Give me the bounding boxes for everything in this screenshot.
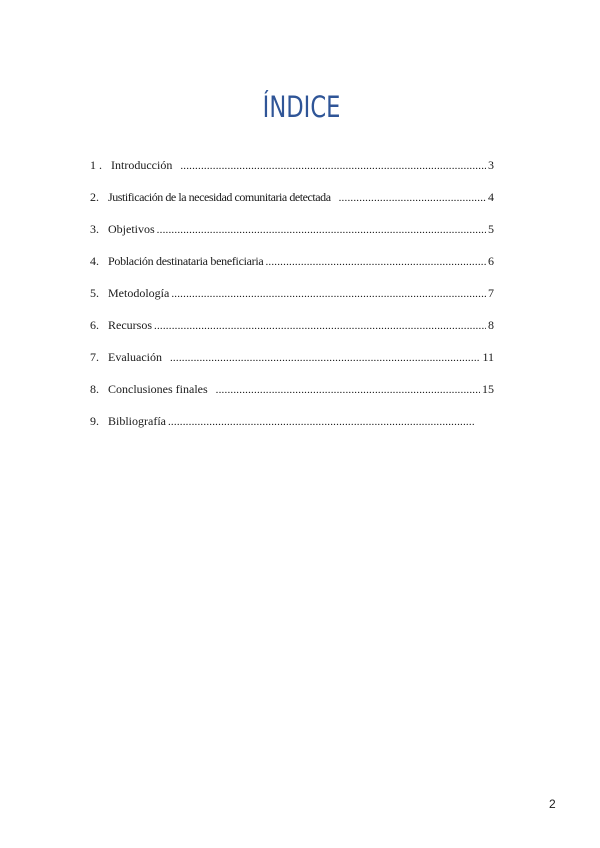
toc-entry-number: 7. [90, 350, 99, 364]
toc-entry-label: Introducción [111, 158, 173, 172]
toc-entry-page: 3 [488, 158, 494, 172]
toc-leader-dots [339, 192, 486, 204]
toc-entry-number: 4. [90, 254, 99, 268]
toc-entry-page: 7 [488, 286, 494, 300]
toc-entry-number: 8. [90, 382, 99, 396]
toc-entry-number: 1 . [90, 158, 102, 172]
toc-entry-justificacion[interactable] [90, 190, 494, 208]
toc-entry-recursos[interactable] [90, 318, 494, 336]
toc-leader-dots [157, 224, 486, 236]
toc-leader-dots [216, 384, 480, 396]
toc-entry-label: Población destinataria beneficiaria [108, 254, 264, 268]
toc-entry-metodologia[interactable] [90, 286, 494, 304]
toc-entry-label: Metodología [108, 286, 170, 300]
toc-entry-label: Justificación de la necesidad comunitaria detectada [108, 190, 331, 204]
toc-entry-number: 6. [90, 318, 99, 332]
toc-entry-label: Recursos [108, 318, 152, 332]
toc-entry-number: 2. [90, 190, 99, 204]
toc-entry-page: 11 [482, 350, 494, 364]
toc-leader-dots [168, 416, 474, 428]
toc-entry-label: Conclusiones finales [108, 382, 208, 396]
toc-entry-page: 5 [488, 222, 494, 236]
toc-leader-dots [171, 288, 486, 300]
page-number: 2 [549, 797, 556, 811]
toc-leader-dots [154, 320, 486, 332]
toc-entry-number: 9. [90, 414, 99, 428]
toc-entry-poblacion[interactable] [90, 254, 494, 272]
toc-entry-page: 8 [488, 318, 494, 332]
toc-entry-page: 15 [482, 382, 494, 396]
toc-entry-objetivos[interactable] [90, 222, 494, 240]
toc-entry-label: Bibliografía [108, 414, 166, 428]
toc-entry-label: Evaluación [108, 350, 162, 364]
toc-entry-number: 3. [90, 222, 99, 236]
page-title: ÍNDICE [262, 90, 341, 124]
toc-entry-introduccion[interactable] [90, 158, 494, 176]
toc-entry-page: 6 [488, 254, 494, 268]
toc-entry-page: 4 [488, 190, 494, 204]
toc-entry-evaluacion[interactable] [90, 350, 494, 368]
toc-leader-dots [170, 352, 480, 364]
toc-entry-number: 5. [90, 286, 99, 300]
toc-entry-conclusiones[interactable] [90, 382, 494, 400]
toc-leader-dots [265, 256, 486, 268]
toc-leader-dots [180, 160, 486, 172]
toc-entry-label: Objetivos [108, 222, 155, 236]
toc-entry-bibliografia[interactable] [90, 414, 476, 432]
